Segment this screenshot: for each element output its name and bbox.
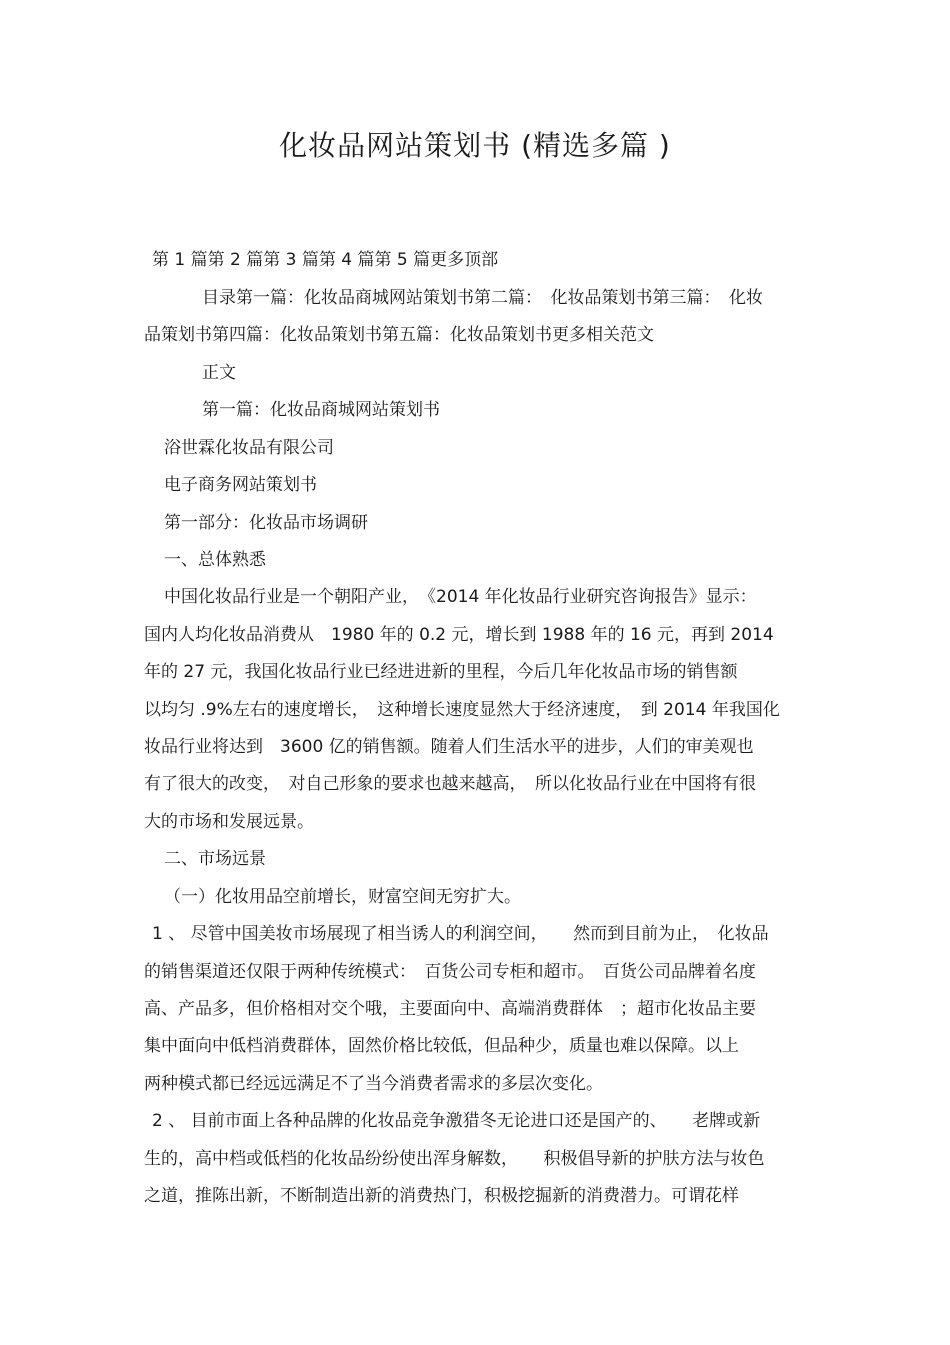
paragraph-2-line: 两种模式都已经远远满足不了当今消费者需求的多层次变化。	[144, 1074, 603, 1094]
paragraph-1-line: 以均匀 .9%左右的速度增长， 这种增长速度显然大于经济速度， 到 2014 年我国化	[144, 700, 780, 720]
paragraph-2-line: 集中面向中低档消费群体，固然价格比较低，但品种少，质量也难以保障。以上	[144, 1036, 739, 1056]
paragraph-1-line: 妆品行业将达到 3600 亿的销售额。随着人们生活水平的进步，人们的审美观也	[144, 737, 754, 757]
paragraph-1-line: 国内人均化妆品消费从 1980 年的 0.2 元，增长到 1988 年的 16 元，再到 2014	[144, 625, 774, 645]
paragraph-2-line: 的销售渠道还仅限于两种传统模式： 百货公司专柜和超市。 百货公司品牌着名度	[144, 962, 756, 982]
paragraph-2-line: 1 、 尽管中国美妆市场展现了相当诱人的利润空间， 然而到目前为止， 化妆品	[152, 924, 769, 944]
paragraph-3-line: 2 、 目前市面上各种品牌的化妆品竞争激猎冬无论进口还是国产的、 老牌或新	[152, 1111, 761, 1131]
company-name: 浴世霖化妆品有限公司	[164, 438, 334, 458]
paragraph-3-line: 生的，高中档或低档的化妆品纷纷使出浑身解数， 积极倡导新的护肤方法与妆色	[144, 1149, 765, 1169]
part-heading: 第一部分：化妆品市场调研	[164, 513, 368, 533]
section-heading-1: 一、总体熟悉	[164, 550, 266, 570]
page-navigation-line: 第 1 篇第 2 篇第 3 篇第 4 篇第 5 篇更多顶部	[152, 250, 499, 270]
table-of-contents-line-2: 品策划书第四篇：化妆品策划书第五篇：化妆品策划书更多相关范文	[144, 325, 654, 345]
section-heading-2: 二、市场远景	[164, 849, 266, 869]
subsection-heading: （一）化妆用品空前增长，财富空间无穷扩大。	[164, 887, 521, 907]
document-title: 化妆品网站策划书 (精选多篇 )	[279, 129, 671, 162]
paragraph-1-line: 中国化妆品行业是一个朝阳产业， 《2014 年化妆品行业研究咨询报告》显示：	[164, 587, 757, 607]
document-name: 电子商务网站策划书	[164, 475, 317, 495]
table-of-contents-line-1: 目录第一篇：化妆品商城网站策划书第二篇： 化妆品策划书第三篇： 化妆	[202, 288, 763, 308]
article-heading: 第一篇：化妆品商城网站策划书	[202, 400, 440, 420]
paragraph-3-line: 之道，推陈出新，不断制造出新的消费热门，积极挖掘新的消费潜力。可谓花样	[144, 1186, 739, 1206]
paragraph-1-line: 有了很大的改变， 对自己形象的要求也越来越高， 所以化妆品行业在中国将有很	[144, 774, 756, 794]
paragraph-1-line: 年的 27 元，我国化妆品行业已经进进新的里程，今后几年化妆品市场的销售额	[144, 662, 738, 682]
paragraph-2-line: 高、产品多，但价格相对交个哦，主要面向中、高端消费群体 ；超市化妆品主要	[144, 999, 756, 1019]
section-label-zhengwen: 正文	[202, 363, 236, 383]
paragraph-1-line: 大的市场和发展远景。	[144, 812, 314, 832]
